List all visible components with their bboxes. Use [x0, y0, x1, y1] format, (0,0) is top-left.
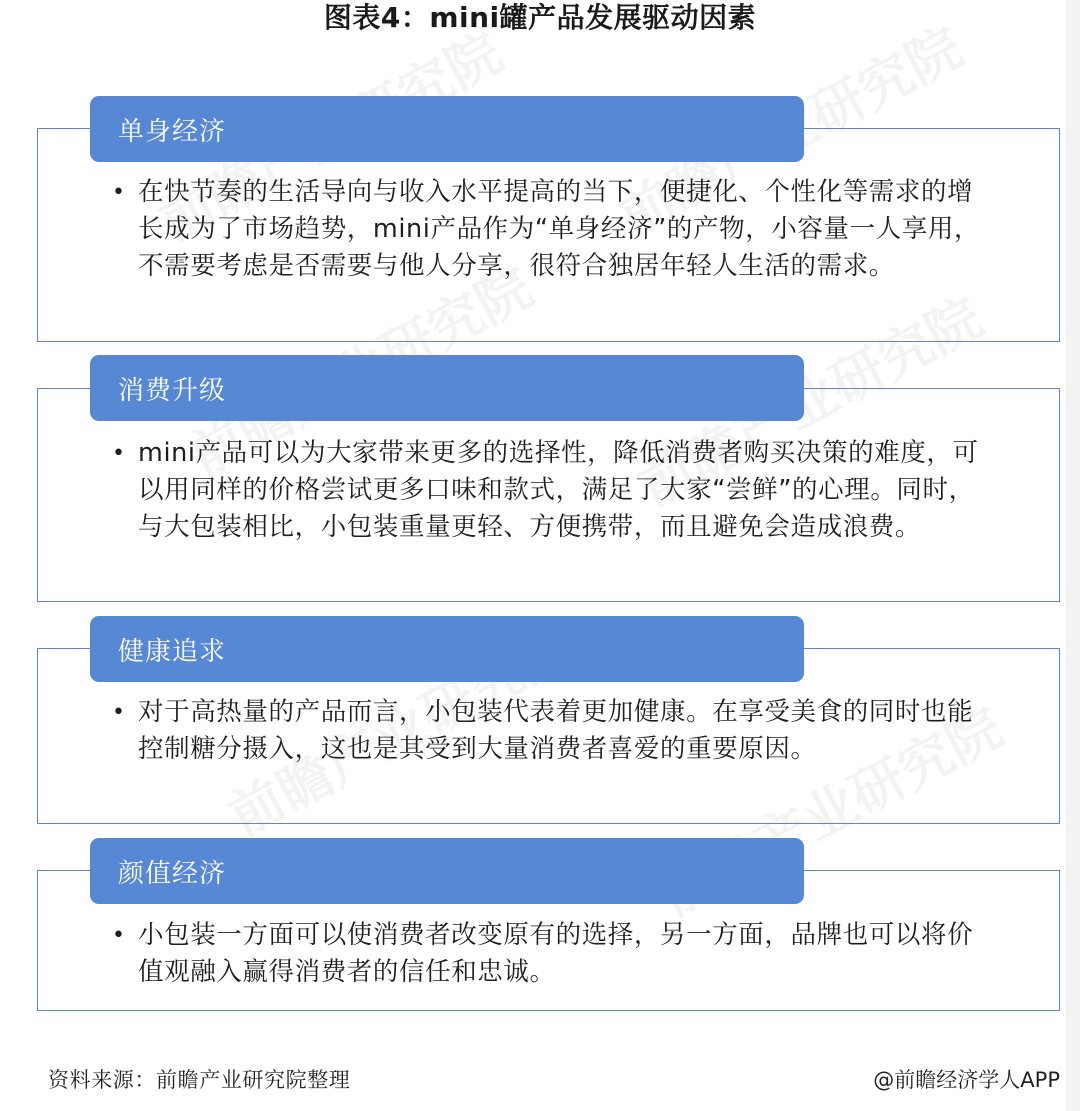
- credit-note: @前瞻经济学人APP: [873, 1068, 1060, 1092]
- factor-heading-appearance-economy: [90, 838, 804, 904]
- factor-description: mini产品可以为大家带来更多的选择性，降低消费者购买决策的难度，可以用同样的价格尝试更多口味和款式，满足了大家“尝鲜”的心理。同时，与大包装相比，小包装重量更轻、方便携带，而且避免会造成浪费。: [138, 438, 979, 542]
- factor-heading-label: 健康追求: [118, 636, 227, 667]
- factor-text-health-pursuit: [112, 694, 982, 768]
- factor-heading-consumption-upgrade: [90, 355, 804, 421]
- bullet-icon: •: [112, 923, 126, 948]
- factor-heading-label: 消费升级: [118, 375, 227, 406]
- chart-title: 图表4：mini罐产品发展驱动因素: [323, 1, 757, 34]
- factor-heading-health-pursuit: [90, 616, 804, 682]
- factor-description: 在快节奏的生活导向与收入水平提高的当下，便捷化、个性化等需求的增长成为了市场趋势，mini产品作为“单身经济”的产物，小容量一人享用，不需要考虑是否需要与他人分享，很符合独居年轻人生活的需求。: [138, 177, 981, 281]
- bullet-icon: •: [112, 180, 126, 205]
- source-note: 资料来源：前瞻产业研究院整理: [48, 1068, 351, 1092]
- factor-text-single-economy: [112, 174, 982, 285]
- factor-description: 对于高热量的产品而言，小包装代表着更加健康。在享受美食的同时也能控制糖分摄入，这也是其受到大量消费者喜爱的重要原因。: [138, 697, 974, 764]
- factor-heading-single-economy: [90, 96, 804, 162]
- right-edge-strip: [1066, 0, 1080, 1111]
- factor-description: 小包装一方面可以使消费者改变原有的选择，另一方面，品牌也可以将价值观融入赢得消费者的信任和忠诚。: [138, 920, 974, 987]
- factor-heading-label: 颜值经济: [118, 858, 227, 889]
- factor-text-consumption-upgrade: [112, 435, 982, 546]
- bullet-icon: •: [112, 441, 126, 466]
- factor-text-appearance-economy: [112, 917, 982, 991]
- bullet-icon: •: [112, 700, 126, 725]
- factor-heading-label: 单身经济: [118, 116, 227, 147]
